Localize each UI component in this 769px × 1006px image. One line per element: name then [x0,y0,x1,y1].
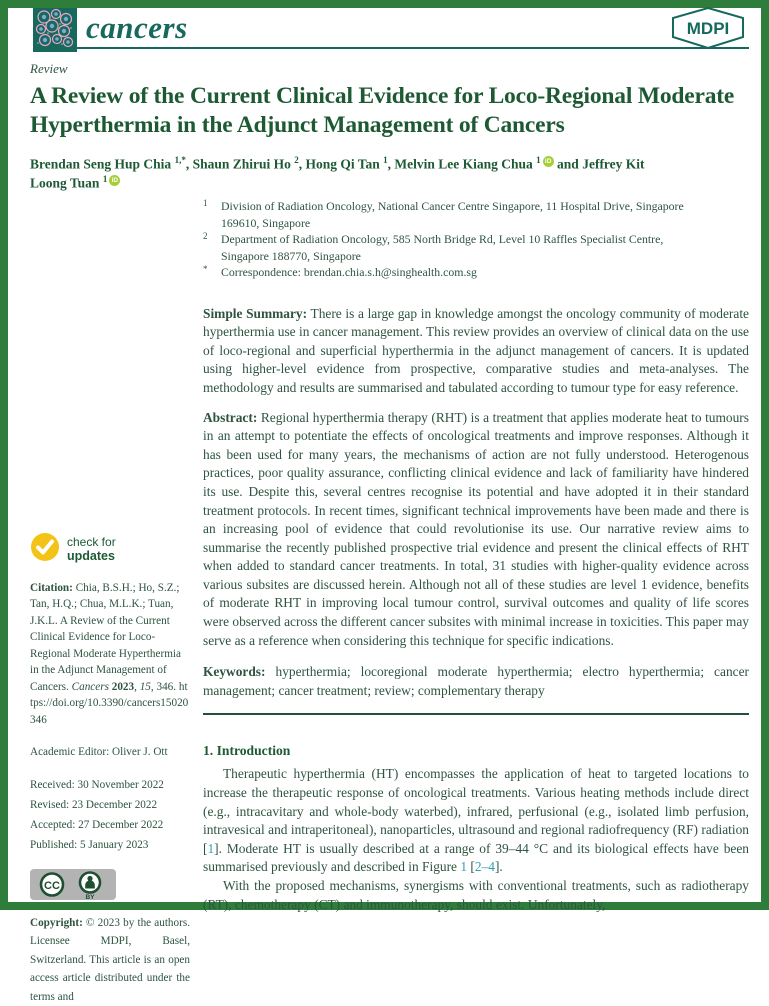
title-block [30,61,748,193]
affiliation-list [203,198,749,281]
keywords [203,663,749,700]
journal-name: cancers [86,10,188,45]
academic-editor: Academic Editor: Oliver J. Ott [30,746,168,759]
affiliation-text: Division of Radiation Oncology, National Cancer Centre Singapore, 11 Hospital Drive, Singapore 169610, Singapore [221,199,684,230]
affiliation-text: Department of Radiation Oncology, 585 North Bridge Rd, Level 10 Raffles Specialist Centre, Singapore 188770, Singapore [221,232,664,263]
citation-part: Cancers [71,680,112,693]
keywords-text: hyperthermia; locoregional moderate hyperthermia; electro hyperthermia; cancer management; cancer treatment; review; complementary therapy [203,664,749,698]
author-affiliation-sup: 1 [383,154,388,165]
history-date: Published: 5 January 2023 [30,839,149,852]
citation-part: 2023 [111,680,135,693]
affiliation-marker: * [203,264,208,275]
copyright-label: Copyright: [30,916,83,929]
header-divider [62,47,749,49]
copyright-text: © 2023 by the authors. Licensee MDPI, Basel, Switzerland. This article is an open access article distributed under the terms and [30,916,190,1003]
check-badge-line1: check for [67,535,116,550]
abstract-text: Regional hyperthermia therapy (RHT) is a treatment that applies moderate heat to tumours in an attempt to potentiate the effects of oncological treatments and improve responses. Although it has been used for many years, the mechanisms of action are not fully understood. Heterogenous practices, poor quality assurance, conflicting clinical evidence and lack of familiarity have hindered its use. Despite this, several centres recognise its potential and have adopted it in their standard treatment protocols. In recent times, significant technical improvements have been made and there is an increasing pool of evidence that could revolutionise its use. Our narrative review aims to summarise the recently published prospective trial evidence and present the clinical effects of RHT when added to standard cancer treatments. In total, 31 studies with higher-quality evidence across various subsites are discussed herein. Although not all of these studies are level 1 evidence, benefits of moderate RHT in improving local tumour control, survival outcomes and quality of life scores were observed across the different cancer subsites with minimal increase in toxicities. This paper may serve as a reference when considering this technique for specific indications. [203,409,749,648]
author-name: Brendan Seng Hup Chia [30,156,175,172]
affiliation-row [203,231,749,264]
author-name: Shaun Zhirui Ho [192,156,295,172]
author-list: Brendan Seng Hup Chia $^{1,*}$, Shaun Zhirui Ho $^2$, Hong Qi Tan $^1$, Melvin Lee Kiang Chua $^1$ iD and Jeffrey Kit Loong Tuan $^1$ iD [30,154,645,191]
simple-summary-label: Simple Summary: [203,305,308,321]
keywords-label: Keywords: [203,664,266,680]
intro-paragraph-2: With the proposed mechanisms, synergisms with conventional treatments, such as radiotherapy (RT), chemotherapy (CT) and immunotherapy, should exist. Unfortunately, [203,878,749,912]
svg-text:BY: BY [85,894,95,902]
citation-part: 15 [139,680,151,693]
front-matter-column [203,198,749,914]
reference-link[interactable]: 2–4 [474,859,495,875]
doi-link[interactable]: https://doi.org/10.3390/cancers15020346 [30,680,189,726]
citation-part: , 346. [150,680,179,693]
author-affiliation-sup: 1,* [174,154,186,165]
affiliation-row [203,264,749,281]
article-title: A Review of the Current Clinical Evidence for Loco-Regional Moderate Hyperthermia in the Adjunct Management of Cancers [30,83,735,139]
check-for-updates-badge[interactable] [30,532,190,568]
check-circle-icon [30,532,60,568]
citation-part: Chia, B.S.H.; Ho, S.Z.; Tan, H.Q.; Chua, M.L.K.; Tuan, J.K.L. A Review of the Current Clinical Evidence for Loco-Regional Moderate Hyperthermia in the Adjunct Management of Cancers. [30,581,181,693]
citation-part: , [134,680,140,693]
author-affiliation-sup: 1 [102,174,108,185]
section-heading: 1. Introduction [203,743,291,759]
author-name: Jeffrey Kit Loong Tuan [30,156,645,191]
author-affiliation-sup: 2 [294,154,299,165]
simple-summary-text: There is a large gap in knowledge amongst the oncology community of moderate hyperthermia use in cancer management. This review provides an overview of clinical data on the use of loco-regional and superficial hyperthermia in the adjunct management of cancers. It is updated using higher-level evidence from prospective, comparative studies and meta-analyses. The methodology and results are summarised and tabulated according to tumour type for easy reference. [203,305,750,395]
cc-by-license-badge[interactable] [30,869,116,906]
author-name: Hong Qi Tan [305,156,384,172]
article-type-label: Review [30,61,68,76]
history-date: Accepted: 27 December 2022 [30,819,164,832]
intro-paragraph-1 [203,765,749,877]
svg-text:MDPI: MDPI [686,19,730,38]
simple-summary [203,305,749,398]
history-date: Revised: 23 December 2022 [30,799,158,812]
article-info-sidebar [30,532,190,1006]
check-badge-text [67,536,116,563]
affiliation-row [203,198,749,231]
affiliation-text: Correspondence: brendan.chia.s.h@singhealth.com.sg [221,265,477,280]
citation-part: Citation: [30,581,76,594]
author-affiliation-sup: 1 [536,154,541,165]
paragraph-text: Therapeutic hyperthermia (HT) encompasses the application of heat to targeted locations to increase the therapeutic response of oncological treatments. Various heating methods include direct (e.g., intracavitary and whole-body waterbed), infrared, perfusional (e.g., isolated limb perfusion, intravesical and intraperitoneal), nanoparticles, ultrasound and regional radiofrequency (RF) radiation [ [203,766,749,856]
reference-link[interactable]: 1 [207,840,215,856]
affiliation-marker: 2 [203,231,208,242]
copyright-notice [30,914,190,1006]
svg-text:CC: CC [44,880,60,893]
paragraph-text: ]. [494,859,503,875]
orcid-icon[interactable]: iD [543,156,554,167]
cancer-cells-icon [33,8,77,52]
body-divider [203,713,749,715]
author-name: Melvin Lee Kiang Chua [394,156,537,172]
paragraph-text: ]. Moderate HT is usually described at a range of 39–44 °C and its biological effects have been summarised previously and described in Figure [203,840,749,875]
history-date: Received: 30 November 2022 [30,779,164,792]
paragraph-text: [ [467,859,475,875]
citation-text [30,580,190,729]
date-list [30,775,190,855]
orcid-icon[interactable]: iD [109,175,120,186]
check-badge-line2: updates [67,548,115,563]
abstract-label: Abstract: [203,409,258,425]
reference-link[interactable]: 1 [460,859,468,875]
affiliation-marker: 1 [203,198,208,208]
abstract [203,409,749,651]
